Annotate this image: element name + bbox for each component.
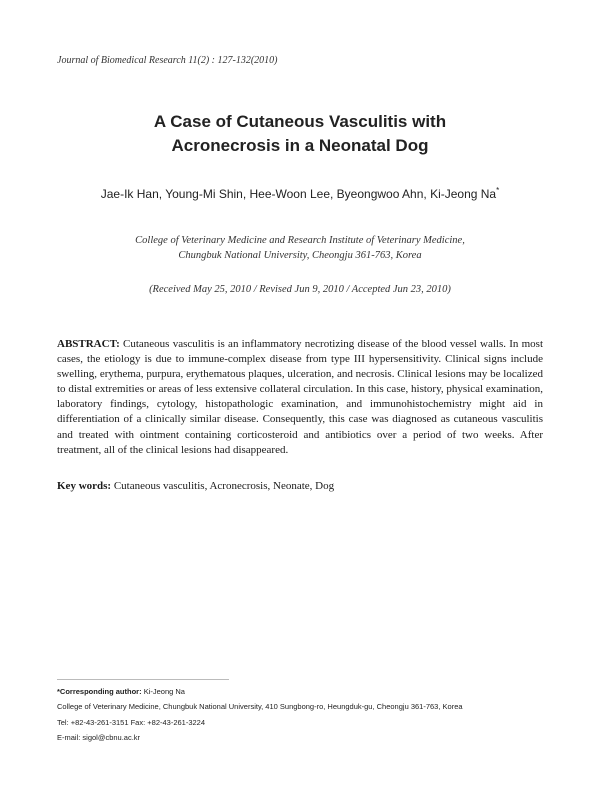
abstract-label: ABSTRACT: [57,338,120,350]
author-address: College of Veterinary Medicine, Chungbuk National University, 410 Sungbong-ro, Heungduk-gu, Cheongju 361-763, Korea [57,702,463,712]
submission-history: (Received May 25, 2010 / Revised Jun 9, 2010 / Accepted Jun 23, 2010) [149,284,451,295]
author-names: Jae-Ik Han, Young-Mi Shin, Hee-Woon Lee, Byeongwoo Ahn, Ki-Jeong Na [100,187,497,201]
abstract [57,337,543,458]
corresponding-name: Ki-Jeong Na [143,687,185,696]
keywords [57,480,543,492]
keywords-label: Key words: [57,480,112,492]
corresponding-mark: * [496,186,500,195]
author-list [0,186,600,201]
author-email: E-mail: sigol@cbnu.ac.kr [57,733,141,743]
title-line-1: A Case of Cutaneous Vasculitis with [153,112,447,131]
affiliation-line-2: Chungbuk National University, Cheongju 361-763, Korea [178,250,422,261]
footnote [57,684,557,746]
abstract-text: Cutaneous vasculitis is an inflammatory necrotizing disease of the blood vessel walls. In most cases, the etiology is due to immune-complex disease from type III hypersensitivity. Clinical signs include swelling, erythema, purpura, erythematous plaques, ulceration, and necrosis. Clinical lesions may be localized to distal extremities or areas of less extensive collateral circulation. In this case, history, physical examination, laboratory findings, cytology, histopathologic examination, and immunohistochemistry might aid in differentiation of a clinically similar disease. Consequently, this case was diagnosed as cutaneous vasculitis and treated with ointment containing corticosteroid and antibiotics over a period of two weeks. After treatment, all of the clinical lesions had disappeared. [57,338,544,456]
keywords-text: Cutaneous vasculitis, Acronecrosis, Neonate, Dog [113,480,335,492]
affiliation-line-1: College of Veterinary Medicine and Research Institute of Veterinary Medicine, [135,235,465,246]
affiliation [0,233,600,263]
footnote-divider [57,679,229,680]
corresponding-author [57,684,557,699]
paper-title [0,110,600,158]
corresponding-label: *Corresponding author: [57,687,142,696]
journal-citation: Journal of Biomedical Research 11(2) : 127-132(2010) [57,55,278,66]
title-line-2: Acronecrosis in a Neonatal Dog [171,136,429,155]
author-phone: Tel: +82-43-261-3151 Fax: +82-43-261-3224 [57,717,206,727]
